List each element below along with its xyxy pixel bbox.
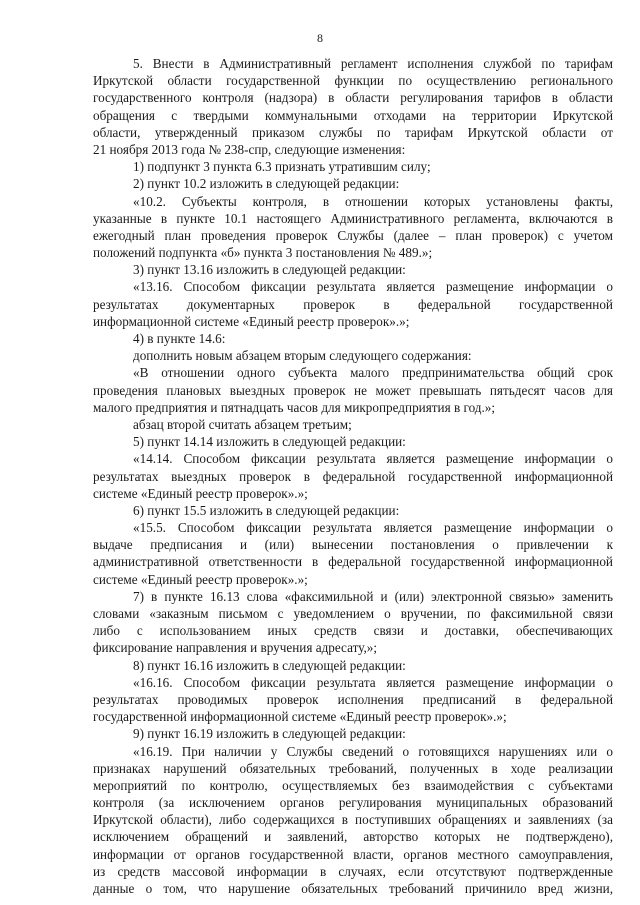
page-number: 8 — [317, 31, 323, 45]
text-line: «16.16. Способом фиксации результата является размещение информации о — [133, 674, 613, 690]
text-line: 21 ноября 2013 года № 238-спр, следующие изменения: — [93, 141, 406, 157]
text-line: «10.2. Субъекты контроля, в отношении которых установлены факты, — [133, 193, 613, 209]
document-body — [93, 55, 613, 897]
text-line: из средств массовой информации в случаях, если отсутствуют подтвержденные — [93, 863, 613, 879]
text-line: фиксирование направления и вручения адресату,»; — [93, 640, 377, 656]
text-line: проведения плановых выездных проверок не может превышать пятьдесят часов для — [93, 382, 613, 398]
text-line: положений подпункта «б» пункта 3 постановления № 489.»; — [93, 245, 433, 261]
text-line: абзац второй считать абзацем третьим; — [133, 416, 352, 432]
text-line: государственного контроля (надзора) в области регулирования тарифов в области — [93, 90, 613, 106]
text-line: выдаче предписания и (или) вынесении постановления о привлечении к — [93, 537, 613, 553]
text-line: исключением обращений и заявлений, авторство которых не подтверждено), — [93, 829, 613, 845]
text-line: системе «Единый реестр проверок».»; — [93, 485, 308, 501]
text-line: «15.5. Способом фиксации результата является размещение информации о — [133, 520, 613, 536]
text-line: системе «Единый реестр проверок».»; — [93, 571, 308, 587]
text-line: результатах выездных проверок в федеральной государственной информационной — [93, 468, 613, 484]
text-line: 4) в пункте 14.6: — [133, 331, 226, 346]
text-line: мероприятий по контролю, осуществляемых без взаимодействия с субъектами — [93, 777, 613, 793]
text-line: «14.14. Способом фиксации результата является размещение информации о — [133, 451, 613, 467]
text-line: результатах документарных проверок в федеральной государственной — [93, 296, 613, 312]
text-line: 7) в пункте 16.13 слова «факсимильной и (или) электронной связью» заменить — [133, 588, 613, 604]
text-line: признаках нарушений обязательных требований, полученных в ходе реализации — [93, 760, 613, 776]
text-line: информационной системе «Единый реестр проверок».»; — [93, 313, 410, 329]
text-line: области, утвержденный приказом службы по тарифам Иркутской области от — [93, 124, 613, 140]
text-line: обращения с твердыми коммунальными отходами на территории Иркутской — [93, 107, 613, 123]
text-line: Иркутской области), либо содержащихся в поступивших обращениях и заявлениях (за — [93, 812, 613, 828]
text-line: 5) пункт 14.14 изложить в следующей редакции: — [133, 434, 406, 450]
text-line: контроля (за исключением органов регулирования муниципальных образований — [93, 795, 613, 811]
text-line: ежегодный план проведения проверок Службы (далее – план проверок) с учетом — [93, 227, 613, 243]
text-line: либо с использованием иных средств связи и доставки, обеспечивающих — [93, 623, 613, 639]
text-line: дополнить новым абзацем вторым следующего содержания: — [133, 348, 472, 364]
text-line: информации от органов государственной власти, органов местного самоуправления, — [93, 846, 613, 862]
text-line: указанные в пункте 10.1 настоящего Административного регламента, включаются в — [93, 210, 613, 226]
text-line: «16.19. При наличии у Службы сведений о готовящихся нарушениях или о — [133, 743, 613, 759]
text-line: Иркутской области государственной функции по осуществлению регионального — [93, 73, 613, 89]
text-line: 9) пункт 16.19 изложить в следующей редакции: — [133, 726, 406, 742]
text-line: 2) пункт 10.2 изложить в следующей редакции: — [133, 176, 400, 192]
text-line: данные о том, что нарушение обязательных требований причинило вред жизни, — [93, 881, 613, 896]
text-line: «В отношении одного субъекта малого предпринимательства общий срок — [133, 365, 613, 381]
text-line: «13.16. Способом фиксации результата является размещение информации о — [133, 279, 613, 295]
text-line: словами «заказным письмом с уведомлением о вручении, по факсимильной связи — [93, 606, 613, 621]
text-line: 5. Внести в Административный регламент исполнения службой по тарифам — [133, 56, 613, 71]
text-line: результатах проводимых проверок исполнения предписаний в федеральной — [93, 691, 613, 707]
text-line: административной ответственности в федеральной государственной информационной — [93, 554, 613, 570]
text-line: 3) пункт 13.16 изложить в следующей редакции: — [133, 262, 406, 278]
text-line: 1) подпункт 3 пункта 6.3 признать утратившим силу; — [133, 159, 431, 175]
text-line: малого предприятия и пятнадцать часов для микропредприятия в год.»; — [93, 399, 496, 415]
text-line: государственной информационной системе «Единый реестр проверок».»; — [93, 709, 507, 725]
text-line: 8) пункт 16.16 изложить в следующей редакции: — [133, 657, 406, 673]
text-line: 6) пункт 15.5 изложить в следующей редакции: — [133, 502, 400, 518]
